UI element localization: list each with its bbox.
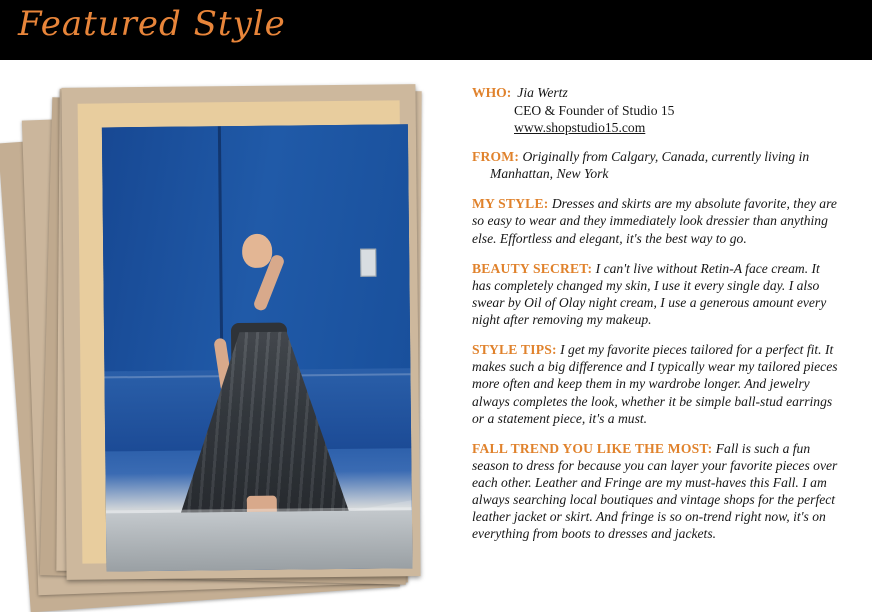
- from-block: [472, 148, 840, 182]
- who-website-link[interactable]: www.shopstudio15.com: [514, 120, 646, 136]
- beauty-secret-block: [472, 260, 840, 329]
- floor: [106, 511, 413, 572]
- featured-style-photo: [102, 124, 413, 571]
- fall-trend-label: FALL TREND YOU LIKE THE MOST:: [472, 440, 713, 456]
- photo-mat: [78, 100, 405, 563]
- door-latch: [360, 249, 376, 277]
- who-label: WHO:: [472, 85, 512, 100]
- from-label: FROM:: [472, 149, 520, 165]
- paper-layer-top: [61, 84, 420, 580]
- who-role: CEO & Founder of Studio 15: [514, 102, 675, 118]
- from-line-1: Originally from Calgary, Canada, currently living in: [522, 149, 810, 165]
- from-line-2: Manhattan, New York: [490, 166, 609, 182]
- fall-trend-block: [472, 440, 840, 543]
- photo-stack: [8, 72, 428, 582]
- my-style-body: Dresses and skirts are my absolute favorite, they are so easy to wear and they immediately look dressier than anything else. Effortless and elegant, it's the best way to go.: [472, 196, 837, 246]
- article-content: [472, 84, 840, 556]
- beauty-secret-label: BEAUTY SECRET:: [472, 260, 593, 276]
- fall-trend-body: Fall is such a fun season to dress for because you can layer your favorite pieces over each other. Leather and Fringe are my must-haves this Fall. I am always searching local boutiques and vintage shops for the perfect leather jacket or skirt. And fringe is so on-trend right now, it's on everything from boots to dresses and jackets.: [472, 440, 838, 542]
- style-tips-body: I get my favorite pieces tailored for a perfect fit. It makes such a big difference and I typically wear my tailored pieces more often and keep them in my wardrobe longer. And jewelry always completes the look, whether it be simple ball-stud earrings or a statement piece, it's a must.: [472, 342, 838, 426]
- page-title: Featured Style: [18, 4, 286, 44]
- header-banner: [0, 0, 872, 57]
- my-style-label: MY STYLE:: [472, 196, 549, 212]
- who-name: Jia Wertz: [517, 85, 568, 100]
- style-tips-label: STYLE TIPS:: [472, 342, 557, 358]
- my-style-block: [472, 195, 840, 246]
- who-block: [472, 84, 840, 137]
- beauty-secret-body: I can't live without Retin-A face cream. It has completely changed my skin, I use it every single day. I also swear by Oil of Olay night cream, I use a generous amount every night after removing my makeup.: [472, 260, 827, 328]
- style-tips-block: [472, 341, 840, 427]
- who-row: [472, 84, 840, 102]
- model-head: [242, 234, 272, 268]
- header-divider: [0, 57, 872, 60]
